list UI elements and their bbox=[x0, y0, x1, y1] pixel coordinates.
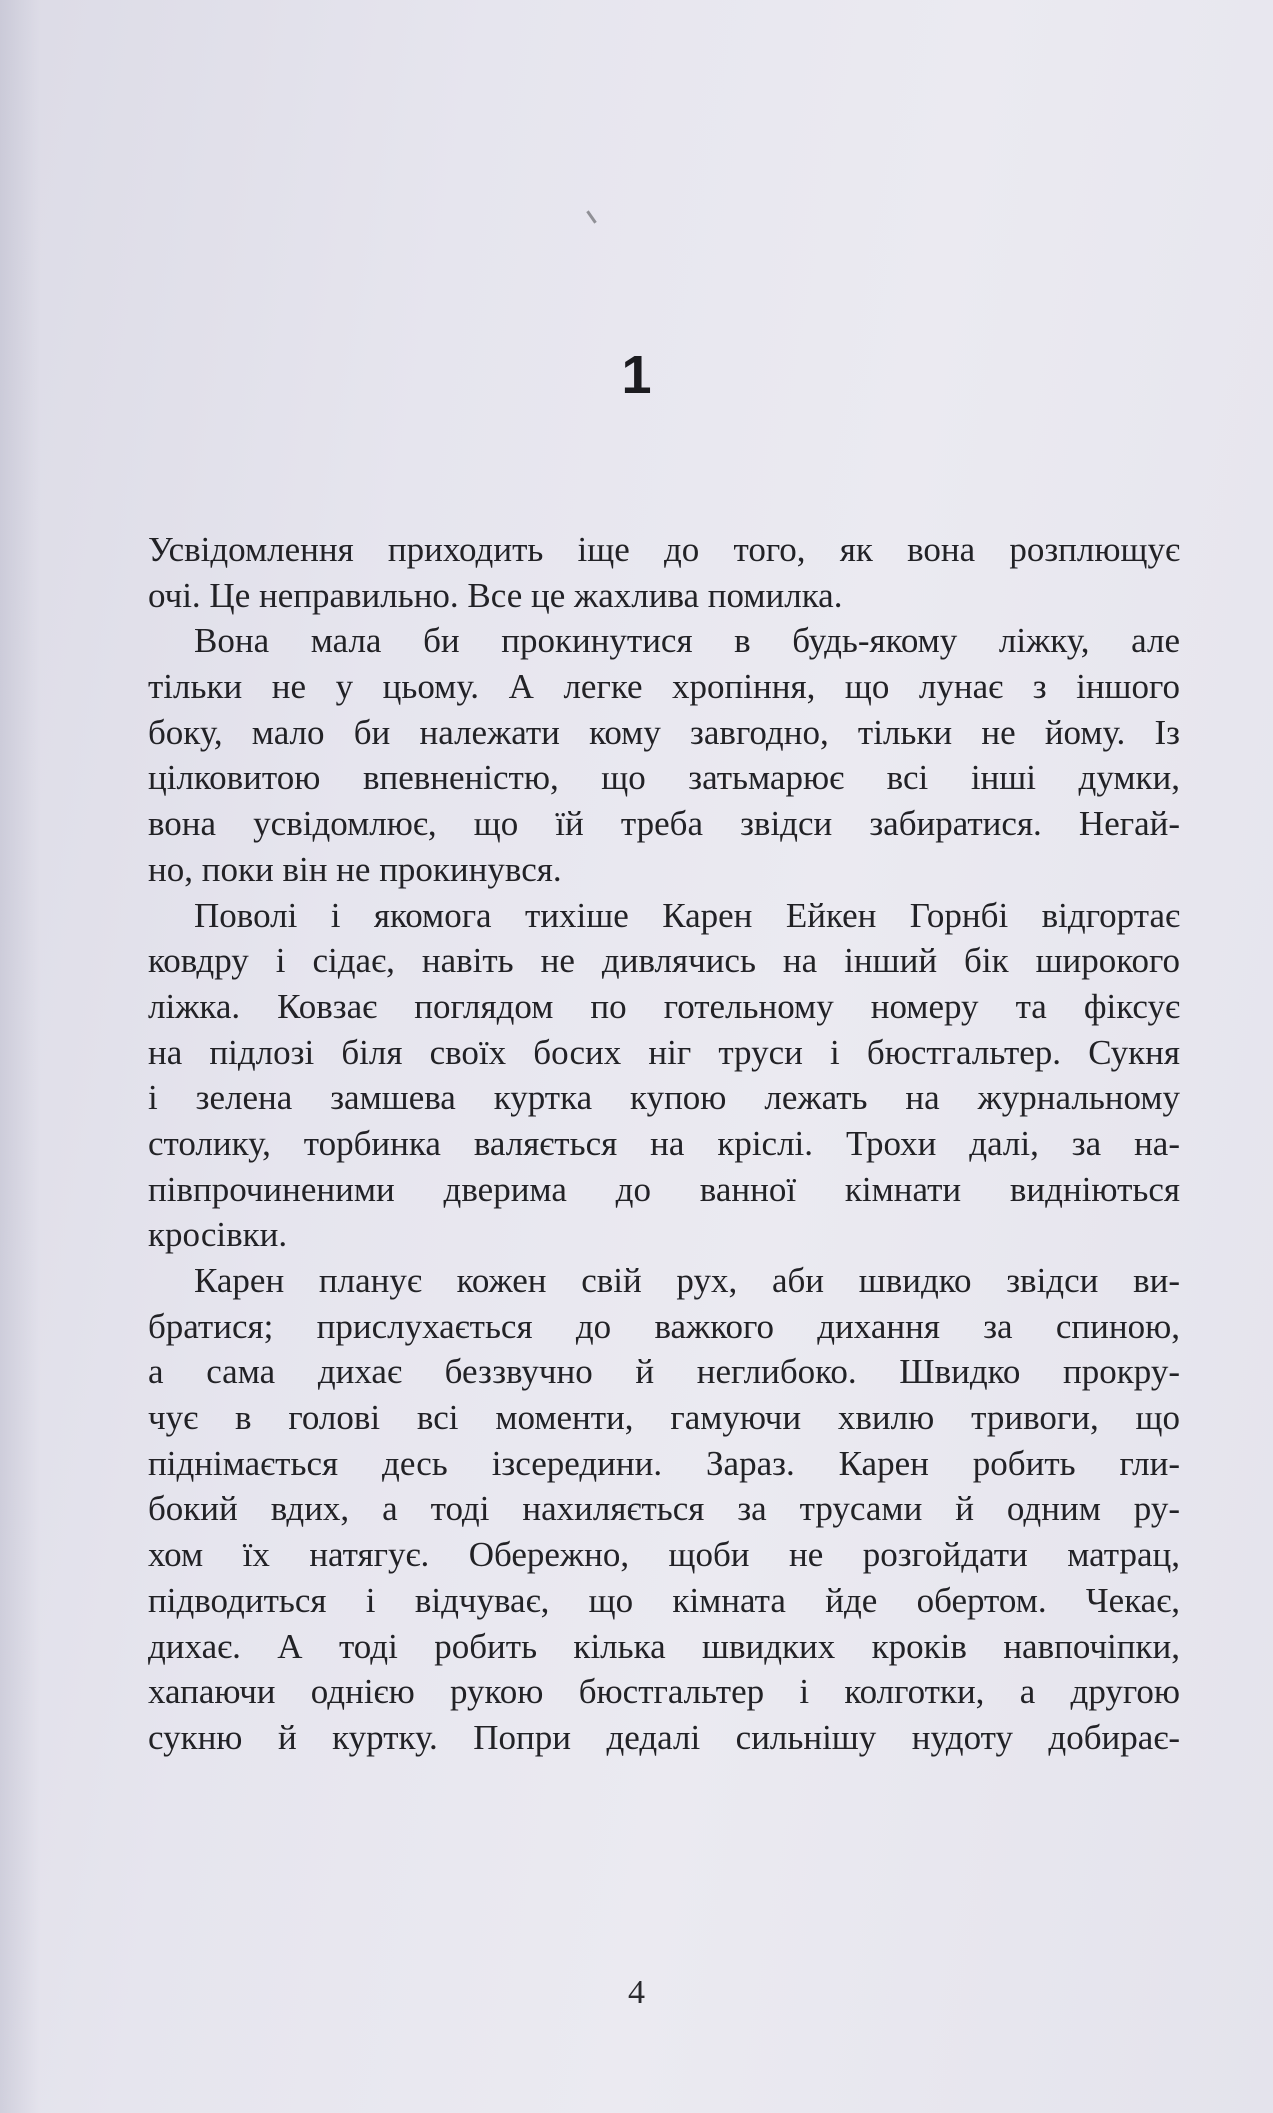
text-line: Вона мала би прокинутися в будь-якому ліжку, але bbox=[194, 621, 1180, 661]
text-line: тільки не у цьому. А легке хропіння, що лунає з іншого bbox=[148, 667, 1180, 707]
text-line: ліжка. Ковзає поглядом по готельному номеру та фіксує bbox=[148, 986, 1180, 1026]
text-line: кросівки. bbox=[148, 1215, 288, 1255]
text-line: вона усвідомлює, що їй треба звідси забиратися. Негай- bbox=[148, 804, 1180, 844]
text-line: но, поки він не прокинувся. bbox=[148, 849, 562, 889]
page-edge-shadow bbox=[0, 0, 40, 2113]
paper-speck bbox=[586, 210, 596, 223]
text-line: хапаючи однією рукою бюстгальтер і колготки, а другою bbox=[148, 1672, 1180, 1712]
text-line: братися; прислухається до важкого дихання за спиною, bbox=[148, 1306, 1180, 1346]
chapter-number: 1 bbox=[621, 345, 652, 405]
text-line: дихає. А тоді робить кілька швидких кроків навпочіпки, bbox=[148, 1626, 1180, 1666]
body-text bbox=[148, 527, 1180, 1761]
text-line: ковдру і сідає, навіть не дивлячись на інший бік широкого bbox=[148, 941, 1180, 981]
text-line: боку, мало би належати кому завгодно, тільки не йому. Із bbox=[148, 712, 1180, 752]
page-number: 4 bbox=[628, 1974, 645, 2011]
text-line: Поволі і якомога тихіше Карен Ейкен Горнбі відгортає bbox=[194, 895, 1180, 935]
text-line: хом їх натягує. Обережно, щоби не розгойдати матрац, bbox=[148, 1535, 1180, 1575]
text-line: очі. Це неправильно. Все це жахлива помилка. bbox=[148, 575, 843, 615]
text-line: цілковитою впевненістю, що затьмарює всі інші думки, bbox=[148, 758, 1180, 798]
text-line: бокий вдих, а тоді нахиляється за трусами й одним ру- bbox=[148, 1489, 1180, 1529]
text-line: півпрочиненими дверима до ванної кімнати видніються bbox=[148, 1169, 1180, 1209]
text-line: Карен планує кожен свій рух, аби швидко звідси ви- bbox=[194, 1261, 1180, 1300]
text-line: а сама дихає беззвучно й неглибоко. Швидко прокру- bbox=[148, 1352, 1180, 1392]
text-line: і зелена замшева куртка купою лежать на журнальному bbox=[148, 1078, 1180, 1118]
text-line: Усвідомлення приходить іще до того, як вона розплющує bbox=[148, 530, 1180, 569]
text-line: підводиться і відчуває, що кімната йде обертом. Чекає, bbox=[148, 1580, 1180, 1620]
text-line: столику, торбинка валяється на кріслі. Трохи далі, за на- bbox=[148, 1123, 1180, 1163]
text-line: на підлозі біля своїх босих ніг труси і бюстгальтер. Сукня bbox=[148, 1032, 1180, 1072]
text-line: сукню й куртку. Попри дедалі сильнішу нудоту добирає- bbox=[148, 1717, 1180, 1757]
text-line: піднімається десь ізсередини. Зараз. Карен робить гли- bbox=[148, 1443, 1180, 1483]
text-line: чує в голові всі моменти, гамуючи хвилю тривоги, що bbox=[148, 1398, 1180, 1438]
